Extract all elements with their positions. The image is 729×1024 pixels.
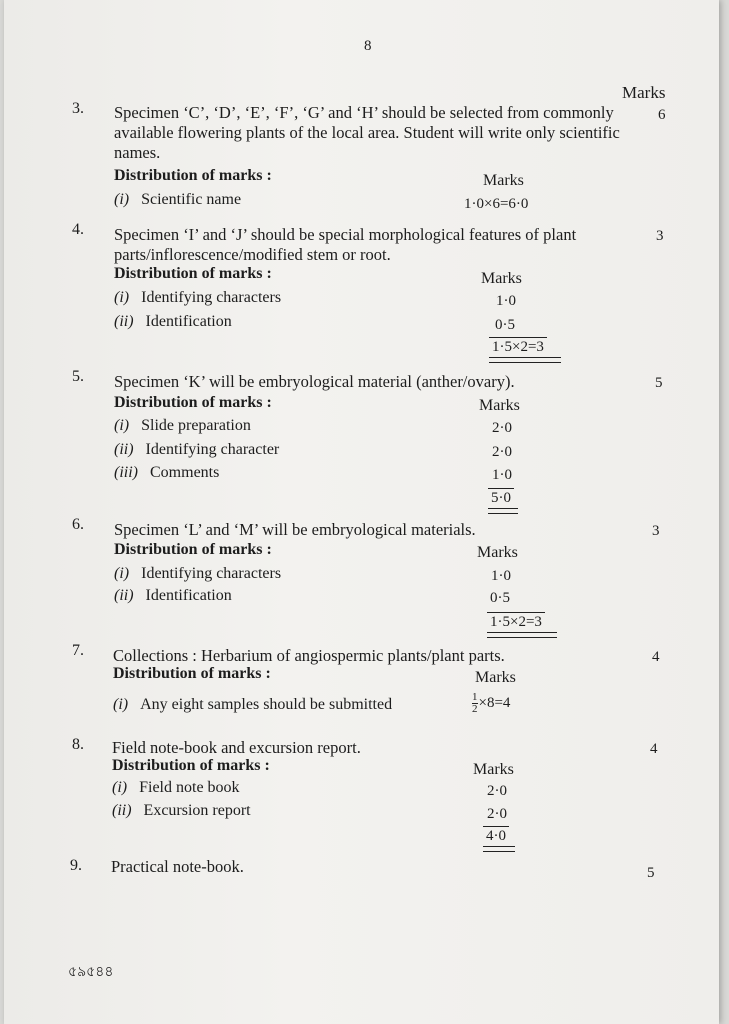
question-9-text: Practical note-book. [111,857,244,876]
question-5-item-1-value: 2·0 [492,420,512,436]
question-4-total: 1·5×2=3 [489,337,547,356]
question-8-item-2: (ii) Excursion report [112,802,251,819]
question-5-distribution-heading: Distribution of marks : [114,394,272,411]
question-6-marks-label: Marks [477,544,518,561]
question-6-item-1: (i) Identifying characters [114,565,282,582]
question-3-item-1: (i) Scientific name [114,191,242,208]
question-3-text: Specimen ‘C’, ‘D’, ‘E’, ‘F’, ‘G’ and ‘H’ should be selected from commonly available flowering plants of the local area. Student will write only scientific names. [114,103,620,162]
question-4-marks: 3 [656,228,664,244]
question-6-item-1-value: 1·0 [491,568,511,584]
question-4-item-2-value: 0·5 [495,317,515,333]
question-8-marks-label: Marks [473,761,514,778]
question-5-item-2: (ii) Identifying character [114,441,280,458]
question-6-total: 1·5×2=3 [487,612,545,631]
question-8-total-double-rule [483,846,515,852]
question-9-marks: 5 [647,865,655,881]
half-fraction: $\frac{1}{2}$ [472,691,478,715]
question-4-item-2: (ii) Identification [114,313,232,330]
question-7-text: Collections : Herbarium of angiospermic plants/plant parts. [113,646,505,665]
footer-code: ৫৯৫৪৪ [68,965,114,980]
question-8-marks: 4 [650,741,658,757]
question-7-item-1: (i) Any eight samples should be submitted [113,696,393,713]
question-6-text: Specimen ‘L’ and ‘M’ will be embryological materials. [114,520,476,539]
question-8-number: 8. [72,736,84,753]
question-6-item-2: (ii) Identification [114,587,232,604]
question-6-total-double-rule [487,632,557,638]
question-3-marks-label: Marks [483,172,524,189]
question-4-marks-label: Marks [481,270,522,287]
question-4-item-1-value: 1·0 [496,293,516,309]
question-8-total: 4·0 [483,826,509,845]
question-5-marks-label: Marks [479,397,520,414]
question-7-distribution-heading: Distribution of marks : [113,665,271,682]
question-5-total: 5·0 [488,488,514,507]
question-5-item-3-value: 1·0 [492,467,512,483]
question-4-item-1: (i) Identifying characters [114,289,282,306]
question-3-marks: 6 [658,107,666,123]
marks-column-heading: Marks [622,83,666,102]
question-5-text: Specimen ‘K’ will be embryological material (anther/ovary). [114,372,515,391]
question-4-total-double-rule [489,357,561,363]
exam-page [4,0,719,1024]
question-4-text: Specimen ‘I’ and ‘J’ should be special morphological features of plant parts/inflorescence/modified stem or root. [114,225,577,264]
question-5-number: 5. [72,368,84,385]
question-5-item-1: (i) Slide preparation [114,417,251,434]
question-8-item-2-value: 2·0 [487,806,507,822]
question-7-number: 7. [72,642,84,659]
question-6-marks: 3 [652,523,660,539]
question-4-distribution-heading: Distribution of marks : [114,265,272,282]
question-5-item-3: (iii) Comments [114,464,220,481]
question-4-number: 4. [72,221,84,238]
question-6-number: 6. [72,516,84,533]
question-5-total-double-rule [488,508,518,514]
question-7-marks: 4 [652,649,660,665]
question-3-item-1-value: 1·0×6=6·0 [464,196,529,212]
question-9-number: 9. [70,857,82,874]
question-6-distribution-heading: Distribution of marks : [114,541,272,558]
question-3-number: 3. [72,100,84,117]
question-8-distribution-heading: Distribution of marks : [112,757,270,774]
question-8-item-1-value: 2·0 [487,783,507,799]
question-5-item-2-value: 2·0 [492,444,512,460]
question-8-item-1: (i) Field note book [112,779,240,796]
question-8-text: Field note-book and excursion report. [112,738,361,757]
question-7-item-1-value: $\frac{1}{2}$ ×8=4 [472,691,511,715]
question-6-item-2-value: 0·5 [490,590,510,606]
question-5-marks: 5 [655,375,663,391]
page-number: 8 [364,38,372,54]
question-7-marks-label: Marks [475,669,516,686]
question-3-distribution-heading: Distribution of marks : [114,167,272,184]
